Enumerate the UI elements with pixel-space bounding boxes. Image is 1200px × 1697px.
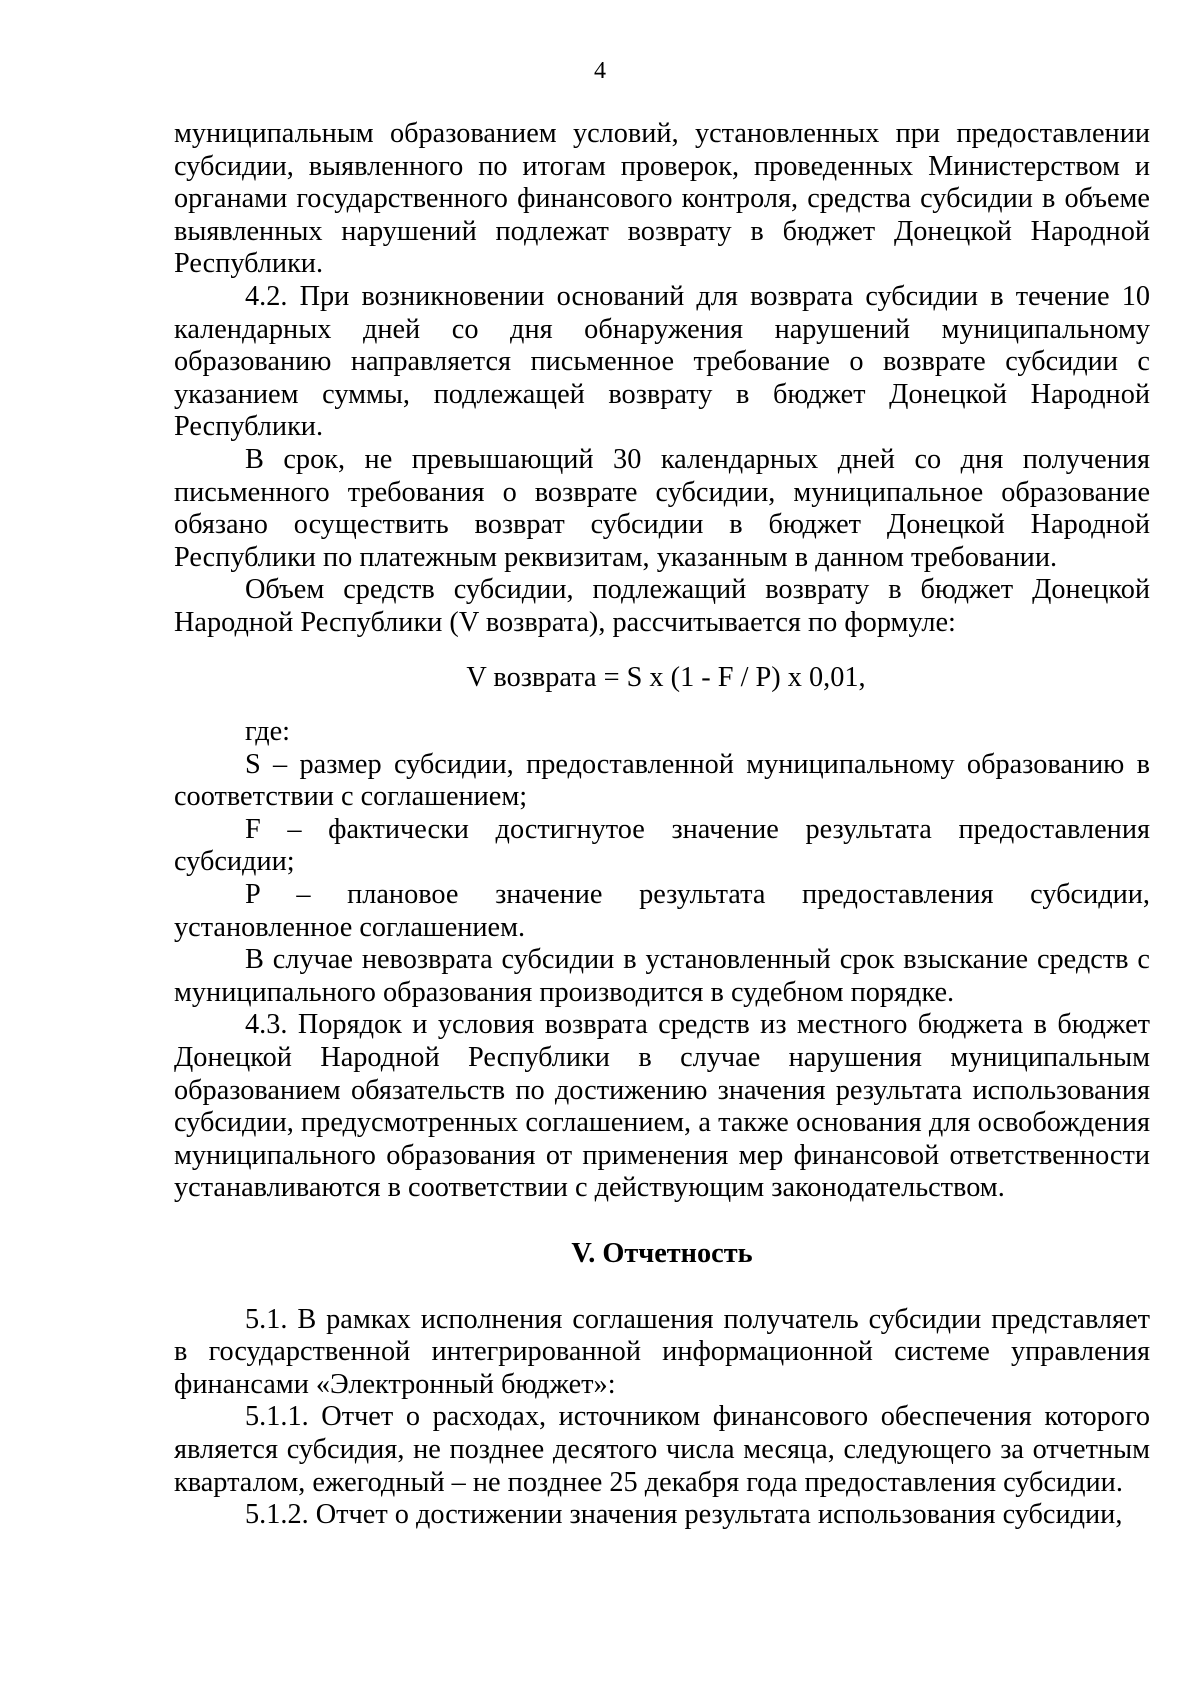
paragraph-5-1-1: 5.1.1. Отчет о расходах, источником финансового обеспечения которого является субсидия, не позднее десятого числа месяца, следующего за отчетным кварталом, ежегодный – не позднее 25 декабря года предоставления субсидии.	[174, 1401, 1150, 1498]
definition-s: S – размер субсидии, предоставленной муниципальному образованию в соответствии с соглашением;	[174, 748, 1150, 813]
paragraph-continuation: муниципальным образованием условий, установленных при предоставлении субсидии, выявленного по итогам проверок, проведенных Министерством и органами государственного финансового контроля, средства субсидии в объеме выявленных нарушений подлежат возврату в бюджет Донецкой Народной Республики.	[174, 118, 1150, 280]
where-label: где:	[245, 716, 291, 748]
paragraph-return-volume: Объем средств субсидии, подлежащий возврату в бюджет Донецкой Народной Республики (V возврата), рассчитывается по формуле:	[174, 574, 1150, 638]
document-body	[174, 118, 1150, 1532]
definition-f: F – фактически достигнутое значение результата предоставления субсидии;	[174, 813, 1150, 878]
page-number: 4	[594, 58, 606, 84]
paragraph-5-1-2: 5.1.2. Отчет о достижении значения результата использования субсидии,	[245, 1499, 1123, 1531]
paragraph-non-return: В случае невозврата субсидии в установленный срок взыскание средств с муниципального образования производится в судебном порядке.	[174, 944, 1150, 1008]
definition-p: P – плановое значение результата предоставления субсидии, установленное соглашением.	[174, 879, 1150, 943]
paragraph-4-3: 4.3. Порядок и условия возврата средств из местного бюджета в бюджет Донецкой Народной Республики в случае нарушения муниципальным образованием обязательств по достижению значения результата использования субсидии, предусмотренных соглашением, а также основания для освобождения муниципального образования от применения мер финансовой ответственности устанавливаются в соответствии с действующим законодательством.	[174, 1009, 1150, 1204]
formula: V возврата = S x (1 - F / P) x 0,01,	[466, 661, 866, 693]
paragraph-4-2: 4.2. При возникновении оснований для возврата субсидии в течение 10 календарных дней со дня обнаружения нарушений муниципальному образованию направляется письменное требование о возврате субсидии с указанием суммы, подлежащей возврату в бюджет Донецкой Народной Республики.	[174, 280, 1150, 443]
section-heading: V. Отчетность	[571, 1238, 753, 1269]
paragraph-5-1: 5.1. В рамках исполнения соглашения получатель субсидии представляет в государственной интегрированной информационной системе управления финансами «Электронный бюджет»:	[174, 1303, 1150, 1400]
paragraph-return-deadline: В срок, не превышающий 30 календарных дней со дня получения письменного требования о возврате субсидии, муниципальное образование обязано осуществить возврат субсидии в бюджет Донецкой Народной Республики по платежным реквизитам, указанным в данном требовании.	[174, 443, 1150, 573]
